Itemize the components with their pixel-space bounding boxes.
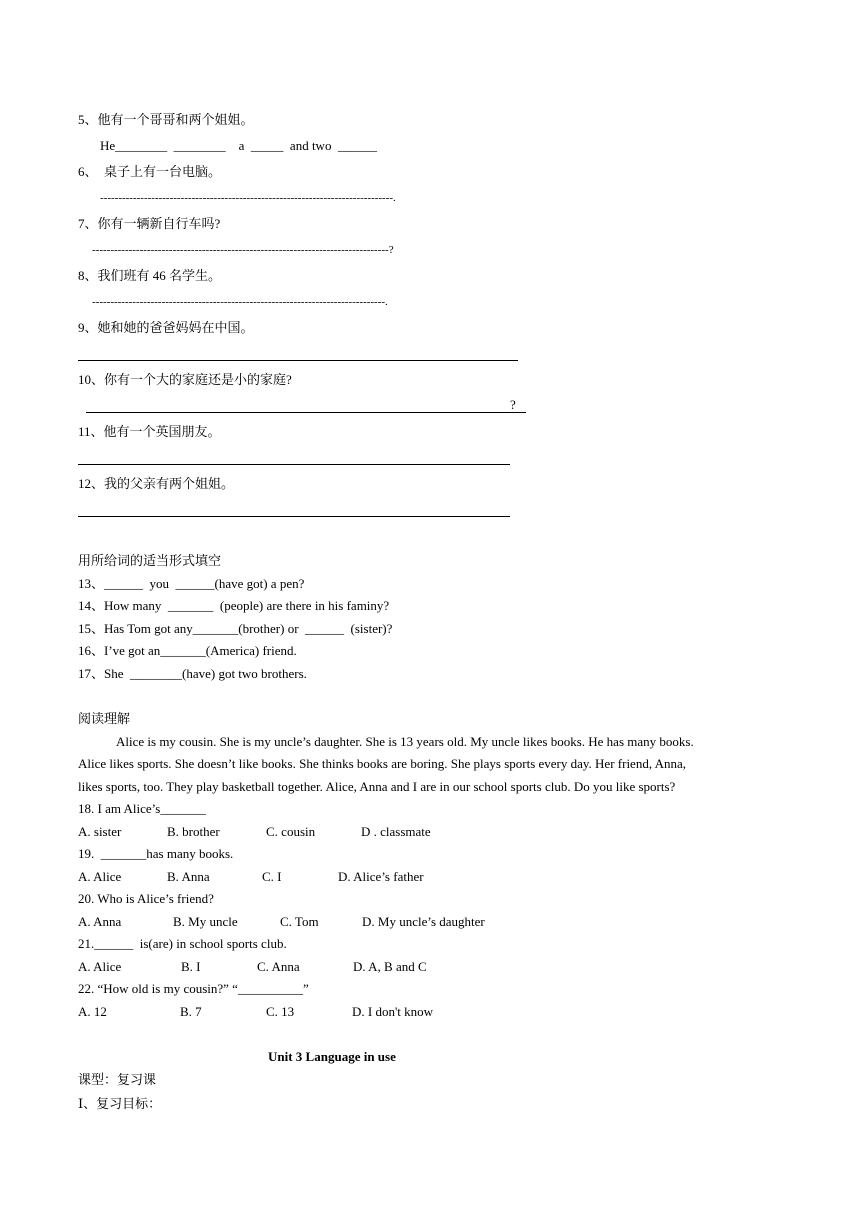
reading-question-18: 18. I am Alice’s_______ bbox=[78, 801, 206, 816]
fill-in-heading: 用所给词的适当形式填空 bbox=[78, 553, 222, 568]
lesson-type: 课型：复习课 bbox=[78, 1072, 157, 1087]
reading-question-22: 22. “How old is my cousin?” “__________” bbox=[78, 981, 309, 996]
fill-in-item: 14、How many _______ (people) are there in his faminy? bbox=[78, 598, 390, 613]
option-d: D. Alice’s father bbox=[338, 869, 424, 884]
passage-line: Alice likes sports. She doesn’t like books. She thinks books are boring. She plays sports every day. Her friend, Anna, bbox=[78, 756, 687, 771]
option-a: A. Anna bbox=[78, 914, 122, 929]
question-6: 6、 桌子上有一台电脑。 bbox=[78, 164, 222, 179]
fill-in-item: 16、I’ve got an_______(America) friend. bbox=[78, 643, 297, 658]
question-5-answer: He________ ________ a _____ and two ______ bbox=[100, 138, 377, 153]
option-a: A. 12 bbox=[78, 1004, 107, 1019]
option-c: C. cousin bbox=[266, 824, 316, 839]
passage-line: likes sports, too. They play basketball together. Alice, Anna and I are in our school sports club. Do you like sports? bbox=[78, 779, 676, 794]
answer-line-11 bbox=[78, 464, 510, 465]
option-d: D . classmate bbox=[361, 824, 431, 839]
reading-heading: 阅读理解 bbox=[78, 711, 131, 726]
option-a: A. Alice bbox=[78, 869, 122, 884]
question-8: 8、我们班有 46 名学生。 bbox=[78, 268, 222, 283]
option-a: A. sister bbox=[78, 824, 122, 839]
option-c: C. I bbox=[262, 869, 282, 884]
option-d: D. I don't know bbox=[352, 1004, 434, 1019]
review-goal: Ⅰ、复习目标： bbox=[78, 1096, 162, 1111]
reading-question-19: 19. _______has many books. bbox=[78, 846, 234, 861]
answer-line-12 bbox=[78, 516, 510, 517]
fill-in-item: 15、Has Tom got any_______(brother) or ______ (sister)? bbox=[78, 621, 393, 636]
answer-line-10 bbox=[86, 412, 526, 413]
option-d: D. My uncle’s daughter bbox=[362, 914, 485, 929]
option-c: C. Tom bbox=[280, 914, 319, 929]
option-b: B. Anna bbox=[167, 869, 210, 884]
fill-in-item: 17、She ________(have) got two brothers. bbox=[78, 666, 307, 681]
option-b: B. I bbox=[181, 959, 201, 974]
option-b: B. My uncle bbox=[173, 914, 238, 929]
answer-line-9 bbox=[78, 360, 518, 361]
passage-line: Alice is my cousin. She is my uncle’s daughter. She is 13 years old. My uncle likes books. He has many books. bbox=[116, 734, 694, 749]
question-7-answer: ---------------------------------------------------------------------------------? bbox=[92, 244, 394, 256]
reading-question-20: 20. Who is Alice’s friend? bbox=[78, 891, 214, 906]
question-11: 11、他有一个英国朋友。 bbox=[78, 424, 221, 439]
option-d: D. A, B and C bbox=[353, 959, 427, 974]
option-a: A. Alice bbox=[78, 959, 122, 974]
unit-title: Unit 3 Language in use bbox=[268, 1049, 396, 1064]
question-12: 12、我的父亲有两个姐姐。 bbox=[78, 476, 235, 491]
question-10: 10、你有一个大的家庭还是小的家庭? bbox=[78, 372, 292, 387]
question-5: 5、他有一个哥哥和两个姐姐。 bbox=[78, 112, 254, 127]
reading-question-21: 21.______ is(are) in school sports club. bbox=[78, 936, 287, 951]
question-8-answer: --------------------------------------------------------------------------------. bbox=[92, 296, 388, 308]
option-b: B. 7 bbox=[180, 1004, 202, 1019]
option-b: B. brother bbox=[167, 824, 220, 839]
option-c: C. Anna bbox=[257, 959, 300, 974]
fill-in-item: 13、______ you ______(have got) a pen? bbox=[78, 576, 305, 591]
option-c: C. 13 bbox=[266, 1004, 295, 1019]
question-9: 9、她和她的爸爸妈妈在中国。 bbox=[78, 320, 254, 335]
question-6-answer: --------------------------------------------------------------------------------. bbox=[100, 192, 396, 204]
question-7: 7、你有一辆新自行车吗? bbox=[78, 216, 221, 231]
question-10-mark: ? bbox=[510, 397, 516, 412]
